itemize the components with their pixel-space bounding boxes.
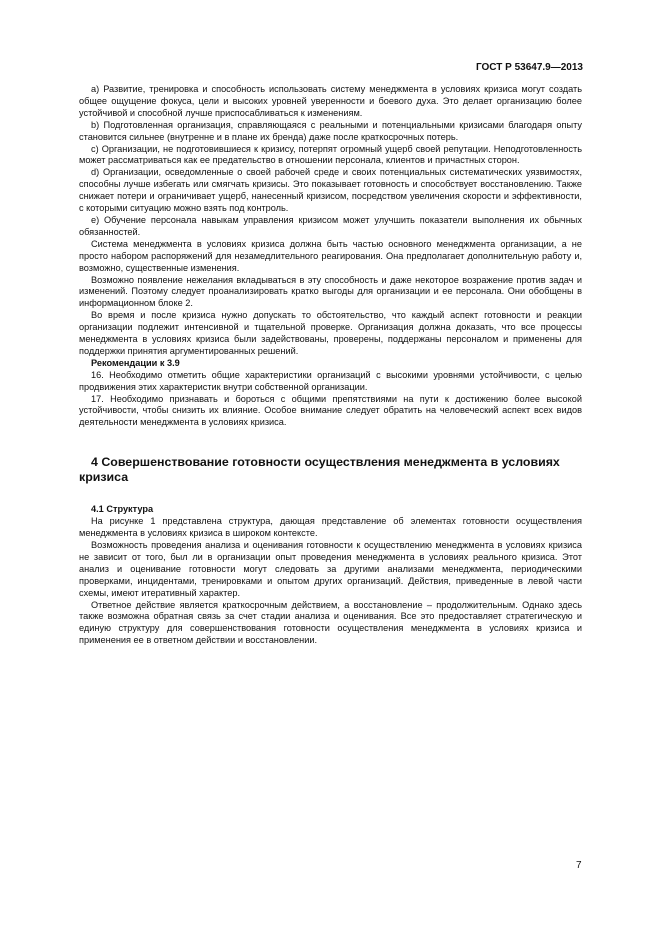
paragraph-reluctance: Возможно появление нежелания вкладываться в эту способность и даже некоторое возражение против задач и изменений. Поэтому следует проанализировать кратко выгоды для организации и ее персонала. Они обобщены в информационном блоке 2. bbox=[79, 274, 582, 309]
section-paragraph-1: На рисунке 1 представлена структура, дающая представление об элементах готовности осуществления менеджмента в условиях кризиса в широком контексте. bbox=[79, 516, 582, 539]
document-body bbox=[79, 84, 582, 647]
paragraph-c: c) Организации, не подготовившиеся к кризису, потерпят огромный ущерб своей репутации. Неподготовленность может рассматриваться как ее предательство в отношении персонала, клиентов и причастных сторон. bbox=[79, 143, 582, 166]
recommendation-17: 17. Необходимо признавать и бороться с общими препятствиями на пути к достижению более высокой устойчивости, чтобы снизить их влияние. Особое внимание следует обратить на человеческий аспект всех видов деятельности менеджмента в условиях кризиса. bbox=[79, 393, 582, 428]
paragraph-system: Система менеджмента в условиях кризиса должна быть частью основного менеджмента организации, а не просто набором распоряжений для незамедлительного реагирования. Она предполагает дополнительную работу и, возможно, существенные изменения. bbox=[79, 238, 582, 273]
paragraph-b: b) Подготовленная организация, справляющаяся с реальными и потенциальными кризисами благодаря опыту становится сильнее (внутренне и в плане их бренда) даже после краткосрочных потерь. bbox=[79, 119, 582, 142]
paragraph-d: d) Организации, осведомленные о своей рабочей среде и своих потенциальных систематических уязвимостях, способны лучше избегать или смягчать кризисы. Это показывает готовность и способствует восстановлению. Также снижает потери и ограничивает ущерб, нанесенный кризисом, посредством увеличения скорости и эффективности, с которыми ситуацию можно взять под контроль. bbox=[79, 167, 582, 214]
document-header: ГОСТ Р 53647.9—2013 bbox=[475, 62, 583, 73]
recommendations-heading: Рекомендации к 3.9 bbox=[91, 357, 180, 368]
section-title: 4 Совершенствование готовности осуществления менеджмента в условиях кризиса bbox=[79, 455, 560, 485]
section-paragraph-2: Возможность проведения анализа и оценивания готовности к осуществлению менеджмента в условиях кризиса не зависит от того, был ли в организации опыт проведения менеджмента в условиях реального кризиса. Этот анализ и оценивание готовности могут следовать за другими анализами менеджмента, периодическими проверками, инцидентами, тренировками и опытом других организаций. Действия, приведенные в левой части схемы, имеют итеративный характер. bbox=[79, 540, 582, 598]
page-number: 7 bbox=[576, 860, 582, 871]
paragraph-during-crisis: Во время и после кризиса нужно допускать то обстоятельство, что каждый аспект готовности и реакции организации подлежит интенсивной и тщательной проверке. Организация должна доказать, что все процессы менеджмента в условиях кризиса были задействованы, проверены, поддержаны персоналом и применены для поддержки принятия аргументированных решений. bbox=[79, 310, 582, 356]
section-paragraph-3: Ответное действие является краткосрочным действием, а восстановление – продолжительным. Однако здесь также возможна обратная связь за счет стадии анализа и оценивания. Все это предоставляет стратегическую и единую структуру для совершенствования готовности осуществления менеджмента в условиях кризиса и применения ее в ответном действии и восстановлении. bbox=[79, 599, 582, 646]
subsection-title: 4.1 Структура bbox=[91, 504, 154, 515]
paragraph-e: e) Обучение персонала навыкам управления кризисом может улучшить показатели выполнения их обычных обязанностей. bbox=[79, 214, 582, 237]
recommendation-16: 16. Необходимо отметить общие характеристики организаций с высокими уровнями устойчивости, с целью продвижения этих характеристик внутри собственной организации. bbox=[79, 369, 582, 392]
paragraph-a: a) Развитие, тренировка и способность использовать систему менеджмента в условиях кризиса могут создать общее ощущение фокуса, цели и высоких уровней уверенности и боевого духа. Это делает организацию более устойчивой и способной лучше приспосабливаться к изменениям. bbox=[79, 84, 582, 118]
